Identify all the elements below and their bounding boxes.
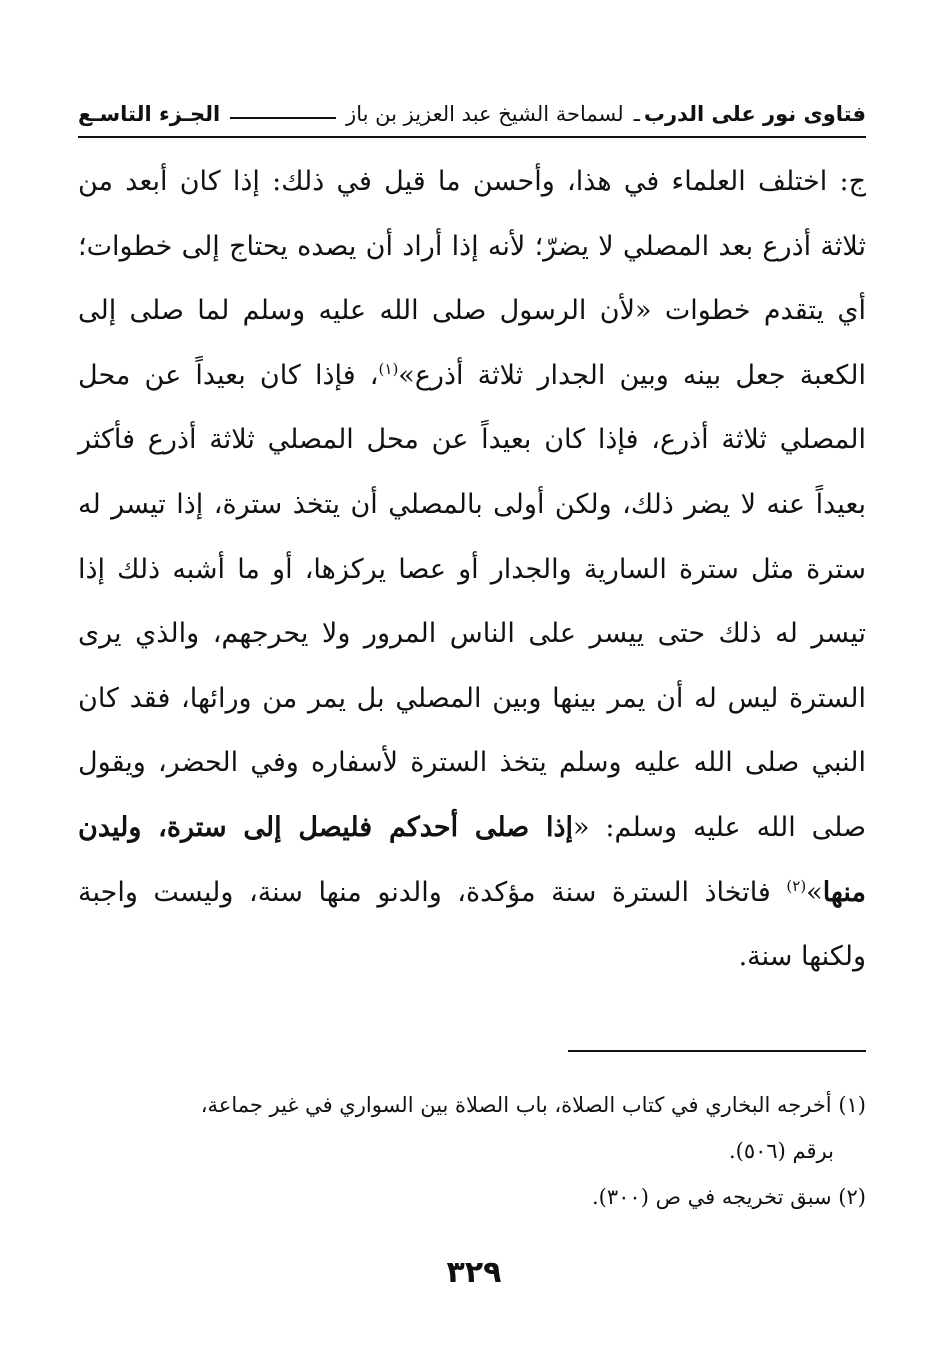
footnotes — [78, 1082, 866, 1220]
page-number: ٣٢٩ — [446, 1255, 502, 1290]
header-separator: ـ — [633, 102, 640, 126]
running-header — [78, 92, 866, 138]
footnote-1: (١) أخرجه البخاري في كتاب الصلاة، باب الصلاة بين السواري في غير جماعة، — [200, 1093, 866, 1117]
footnote-ref-2[interactable]: (٢) — [786, 876, 807, 895]
volume-label: الجـزء التاسـع — [78, 102, 221, 126]
hadith-quote: إذا صلى أحدكم فليصل إلى سترة، وليدن منها — [78, 811, 866, 908]
body-text-part: » — [806, 876, 823, 908]
answer-paragraph — [78, 150, 866, 990]
header-rule — [230, 117, 336, 119]
body-text-part: ، فإذا كان بعيداً عن محل المصلي ثلاثة أذرع، فإذا كان بعيداً عن محل المصلي ثلاثة أذرع فأكثر بعيداً عنه لا يضر ذلك، ولكن أولى بالمصلي أن يتخذ سترة، إذا تيسر له سترة مثل سترة السارية والجدار أو عصا يركزها، أو ما أشبه ذلك إذا تيسر له ذلك حتى ييسر على الناس المرور ولا يحرجهم، والذي يرى السترة ليس له أن يمر بينها وبين المصلي بل يمر من ورائها، فقد كان النبي صلى الله عليه وسلم يتخذ السترة لأسفاره وفي الحضر، ويقول صلى الله عليه وسلم: « — [78, 359, 866, 843]
footnote-2: (٢) سبق تخريجه في ص (٣٠٠). — [592, 1185, 866, 1209]
book-title: فتاوى نور على الدرب — [643, 102, 866, 126]
body-text-part: ج: اختلف العلماء في هذا، وأحسن ما قيل في ذلك: إذا كان أبعد من ثلاثة أذرع بعد المصلي لا يضرّ؛ لأنه إذا أراد أن يصده يحتاج إلى خطوات؛ أي يتقدم خطوات «لأن الرسول صلى الله عليه وسلم لما صلى إلى الكعبة جعل بينه وبين الجدار ثلاثة أذرع» — [78, 166, 866, 391]
footnote-divider — [568, 1050, 866, 1052]
footnote-ref-1[interactable]: (١) — [378, 359, 399, 378]
body-text-part: فاتخاذ السترة سنة مؤكدة، والدنو منها سنة، وليست واجبة ولكنها سنة. — [78, 876, 866, 973]
author-credit: لسماحة الشيخ عبد العزيز بن باز — [346, 102, 624, 126]
footnote-1-continuation: برقم (٥٠٦). — [728, 1139, 834, 1163]
